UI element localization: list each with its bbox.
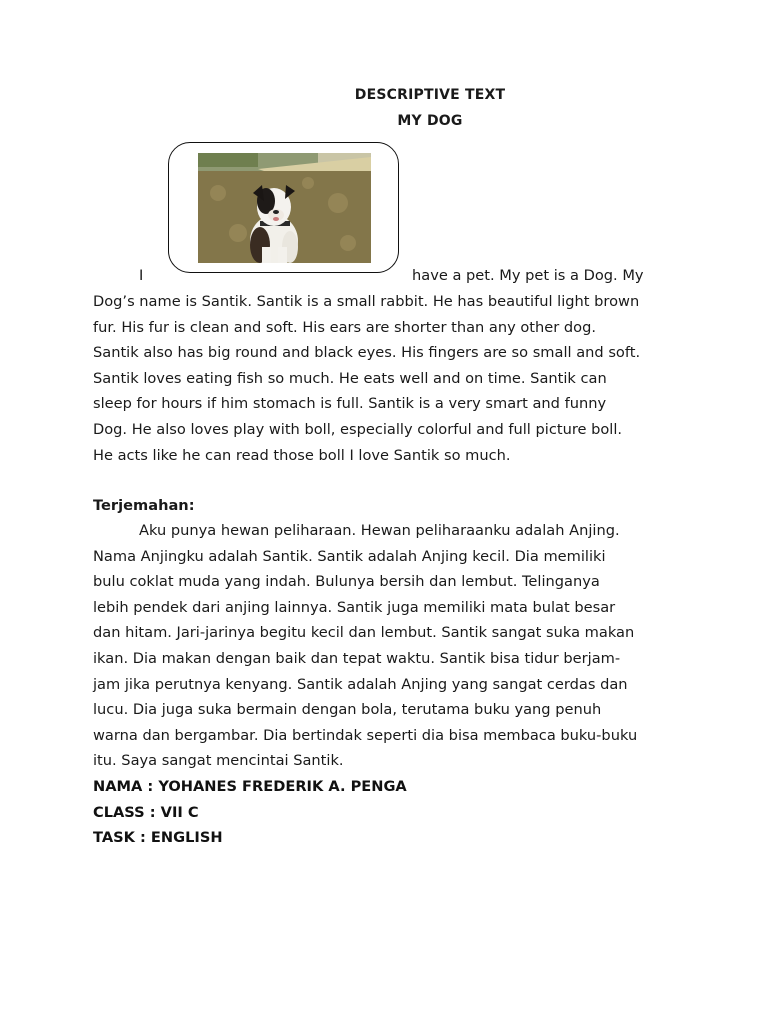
- task-subject: TASK : ENGLISH: [93, 829, 223, 846]
- student-name: NAMA : YOHANES FREDERIK A. PENGA: [93, 778, 407, 795]
- photo-frame: [168, 142, 399, 273]
- paragraph-line: Santik loves eating fish so much. He eats well and on time. Santik can: [93, 369, 607, 387]
- paragraph-line: itu. Saya sangat mencintai Santik.: [93, 752, 344, 770]
- student-class: CLASS : VII C: [93, 804, 199, 821]
- paragraph-line: He acts like he can read those boll I love Santik so much.: [93, 446, 511, 464]
- translation-heading: Terjemahan:: [93, 497, 195, 514]
- paragraph-line: bulu coklat muda yang indah. Bulunya bersih dan lembut. Telinganya: [93, 573, 600, 591]
- dog-photo: [198, 153, 371, 263]
- document-title: DESCRIPTIVE TEXT: [354, 87, 506, 103]
- paragraph-line: lebih pendek dari anjing lainnya. Santik juga memiliki mata bulat besar: [93, 598, 616, 616]
- paragraph-line: Dog’s name is Santik. Santik is a small rabbit. He has beautiful light brown: [93, 293, 640, 310]
- paragraph-line: Santik also has big round and black eyes. His fingers are so small and soft.: [93, 344, 641, 362]
- paragraph-translation: [93, 518, 678, 774]
- paragraph-line: lucu. Dia juga suka bermain dengan bola, terutama buku yang penuh: [93, 701, 602, 719]
- paragraph-line: dan hitam. Jari-jarinya begitu kecil dan lembut. Santik sangat suka makan: [93, 624, 635, 642]
- paragraph-line: ikan. Dia makan dengan baik dan tepat waktu. Santik bisa tidur berjam-: [93, 649, 621, 667]
- paragraph-line: fur. His fur is clean and soft. His ears are shorter than any other dog.: [93, 318, 596, 336]
- paragraph-line: jam jika perutnya kenyang. Santik adalah Anjing yang sangat cerdas dan: [93, 675, 628, 693]
- intro-first-word: I: [139, 267, 144, 284]
- paragraph-line: Nama Anjingku adalah Santik. Santik adalah Anjing kecil. Dia memiliki: [93, 547, 606, 565]
- document-subtitle: MY DOG: [397, 113, 463, 129]
- intro-first-line: have a pet. My pet is a Dog. My: [412, 267, 644, 284]
- paragraph-line: Dog. He also loves play with boll, especially colorful and full picture boll.: [93, 420, 623, 438]
- paragraph-line: Aku punya hewan peliharaan. Hewan peliharaanku adalah Anjing.: [139, 522, 620, 539]
- paragraph-line: warna dan bergambar. Dia bertindak seperti dia bisa membaca buku-buku: [93, 726, 638, 744]
- paragraph-english: [93, 289, 678, 468]
- paragraph-line: sleep for hours if him stomach is full. Santik is a very smart and funny: [93, 395, 607, 413]
